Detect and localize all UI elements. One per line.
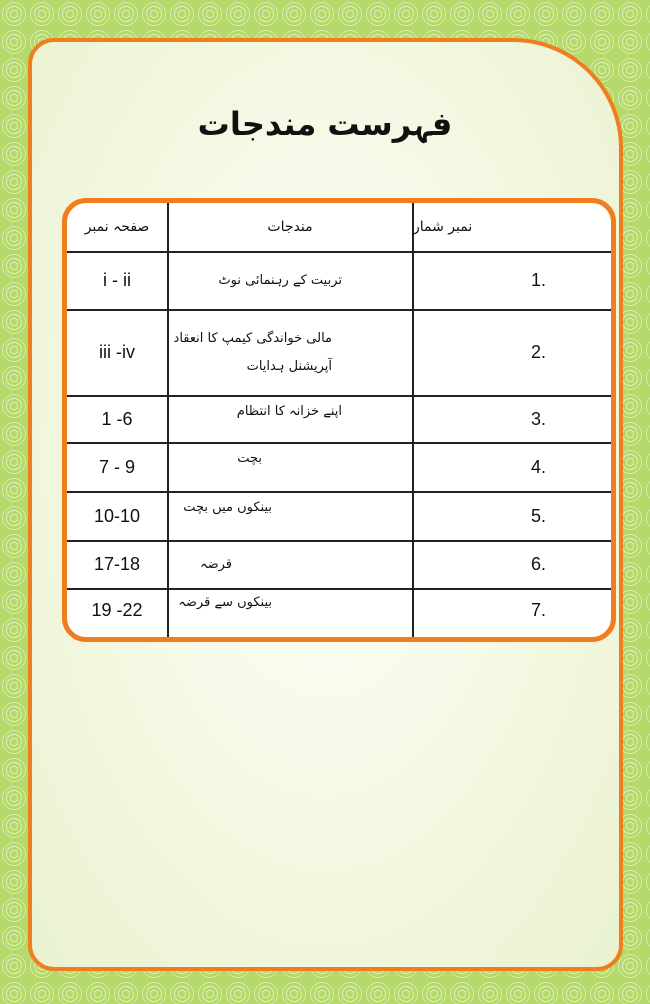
row-2-serial: 2. [530, 342, 546, 362]
row-2-content [168, 310, 412, 395]
row-4-page: 7 - 9 [98, 456, 136, 477]
header-serial-number: نمبر شمار [413, 219, 473, 235]
row-4-content: بچت [237, 451, 262, 466]
row-7-page: 19 -22 [91, 600, 143, 620]
row-6-page: 17-18 [93, 554, 141, 574]
row-3-page: 1 -6 [101, 408, 133, 429]
row-5-content: بینکوں میں بچت [183, 500, 272, 515]
row-2-page: iii -iv [99, 342, 135, 362]
row-5-serial: 5. [530, 505, 546, 526]
row-1-page: i - ii [103, 270, 131, 290]
row-7-serial: 7. [530, 600, 546, 620]
header-contents: مندجات [267, 219, 313, 235]
row-5-page: 10-10 [93, 505, 141, 526]
row-3-serial: 3. [530, 408, 546, 429]
contents-table [62, 198, 616, 642]
row-6-content: قرضہ [199, 557, 232, 572]
row-2-content-line-1: مالی خواندگی کیمپ کا انعقاد [173, 330, 332, 346]
row-6-serial: 6. [530, 554, 546, 574]
row-1-content: تربیت کے رہنمائی نوٹ [218, 273, 342, 288]
row-2-content-line-2: آپریشنل ہدایات [246, 358, 332, 374]
row-4-serial: 4. [530, 456, 546, 477]
row-3-content: اپنے خزانہ کا انتظام [236, 404, 342, 419]
row-7-content: بینکوں سے قرضہ [178, 595, 272, 610]
page-title: فہرست مندجات [197, 105, 453, 143]
header-page-number: صفحہ نمبر [84, 219, 150, 235]
row-1-serial: 1. [530, 270, 546, 290]
